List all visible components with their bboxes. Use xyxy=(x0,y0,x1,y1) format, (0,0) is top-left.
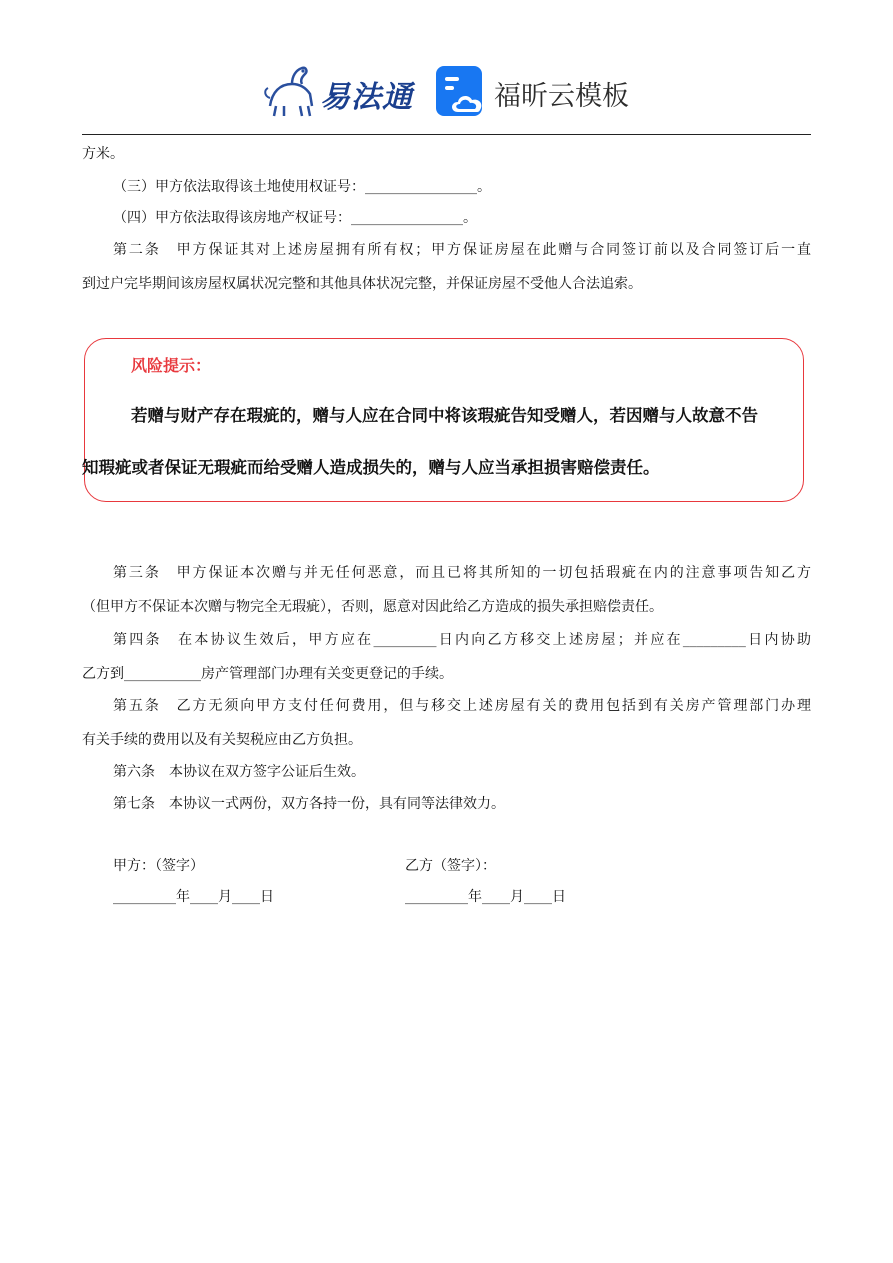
risk-notice-line-2: 知瑕疵或者保证无瑕疵而给受赠人造成损失的，赠与人应当承担损害赔偿责任。 xyxy=(82,458,660,477)
doc-line-article3-2: （但甲方不保证本次赠与物完全无瑕疵），否则，愿意对因此给乙方造成的损失承担赔偿责任。 xyxy=(82,599,663,615)
doc-line-land-cert: （三）甲方依法取得该土地使用权证号：________________。 xyxy=(113,179,491,195)
fuxin-logo-text: 福昕云模板 xyxy=(494,81,629,112)
document-cloud-icon xyxy=(436,66,488,118)
party-a-date-field: _________年____月____日 xyxy=(113,889,274,905)
doc-line-article3-1: 第三条 甲方保证本次赠与并无任何恶意，而且已将其所知的一切包括瑕疵在内的注意事项告知乙方 xyxy=(113,565,811,581)
doc-line-article5-2: 有关手续的费用以及有关契税应由乙方负担。 xyxy=(82,732,362,748)
doc-line-article6: 第六条 本协议在双方签字公证后生效。 xyxy=(113,764,365,780)
party-b-signature-label: 乙方（签字）： xyxy=(405,858,496,874)
fuxin-logo xyxy=(436,66,636,118)
party-b-date-field: _________年____月____日 xyxy=(405,889,566,905)
risk-notice-line-1: 若赠与财产存在瑕疵的，赠与人应在合同中将该瑕疵告知受赠人，若因赠与人故意不告 xyxy=(131,406,758,425)
doc-line-article2-1: 第二条 甲方保证其对上述房屋拥有所有权；甲方保证房屋在此赠与合同签订前以及合同签订后一直 xyxy=(113,242,811,258)
doc-line-article2-2: 到过户完毕期间该房屋权属状况完整和其他具体状况完整，并保证房屋不受他人合法追索。 xyxy=(82,276,642,292)
doc-line-property-cert: （四）甲方依法取得该房地产权证号：________________。 xyxy=(113,210,477,226)
risk-notice-box xyxy=(84,338,804,502)
doc-line-article7: 第七条 本协议一式两份，双方各持一份，具有同等法律效力。 xyxy=(113,796,505,812)
yifatong-logo xyxy=(262,62,412,118)
risk-notice-title: 风险提示： xyxy=(131,356,212,375)
page-header xyxy=(0,0,893,136)
doc-line-article4-1: 第四条 在本协议生效后，甲方应在_________日内向乙方移交上述房屋；并应在_________日内协助 xyxy=(113,632,811,648)
yifatong-logo-text: 易法通 xyxy=(320,80,413,115)
doc-line-article5-1: 第五条 乙方无须向甲方支付任何费用，但与移交上述房屋有关的费用包括到有关房产管理部门办理 xyxy=(113,698,811,714)
doc-line-article4-2: 乙方到___________房产管理部门办理有关变更登记的手续。 xyxy=(82,666,453,682)
header-divider xyxy=(82,134,811,135)
qilin-icon xyxy=(262,62,322,118)
doc-line-continuation: 方米。 xyxy=(82,146,124,162)
party-a-signature-label: 甲方：（签字） xyxy=(113,858,204,874)
